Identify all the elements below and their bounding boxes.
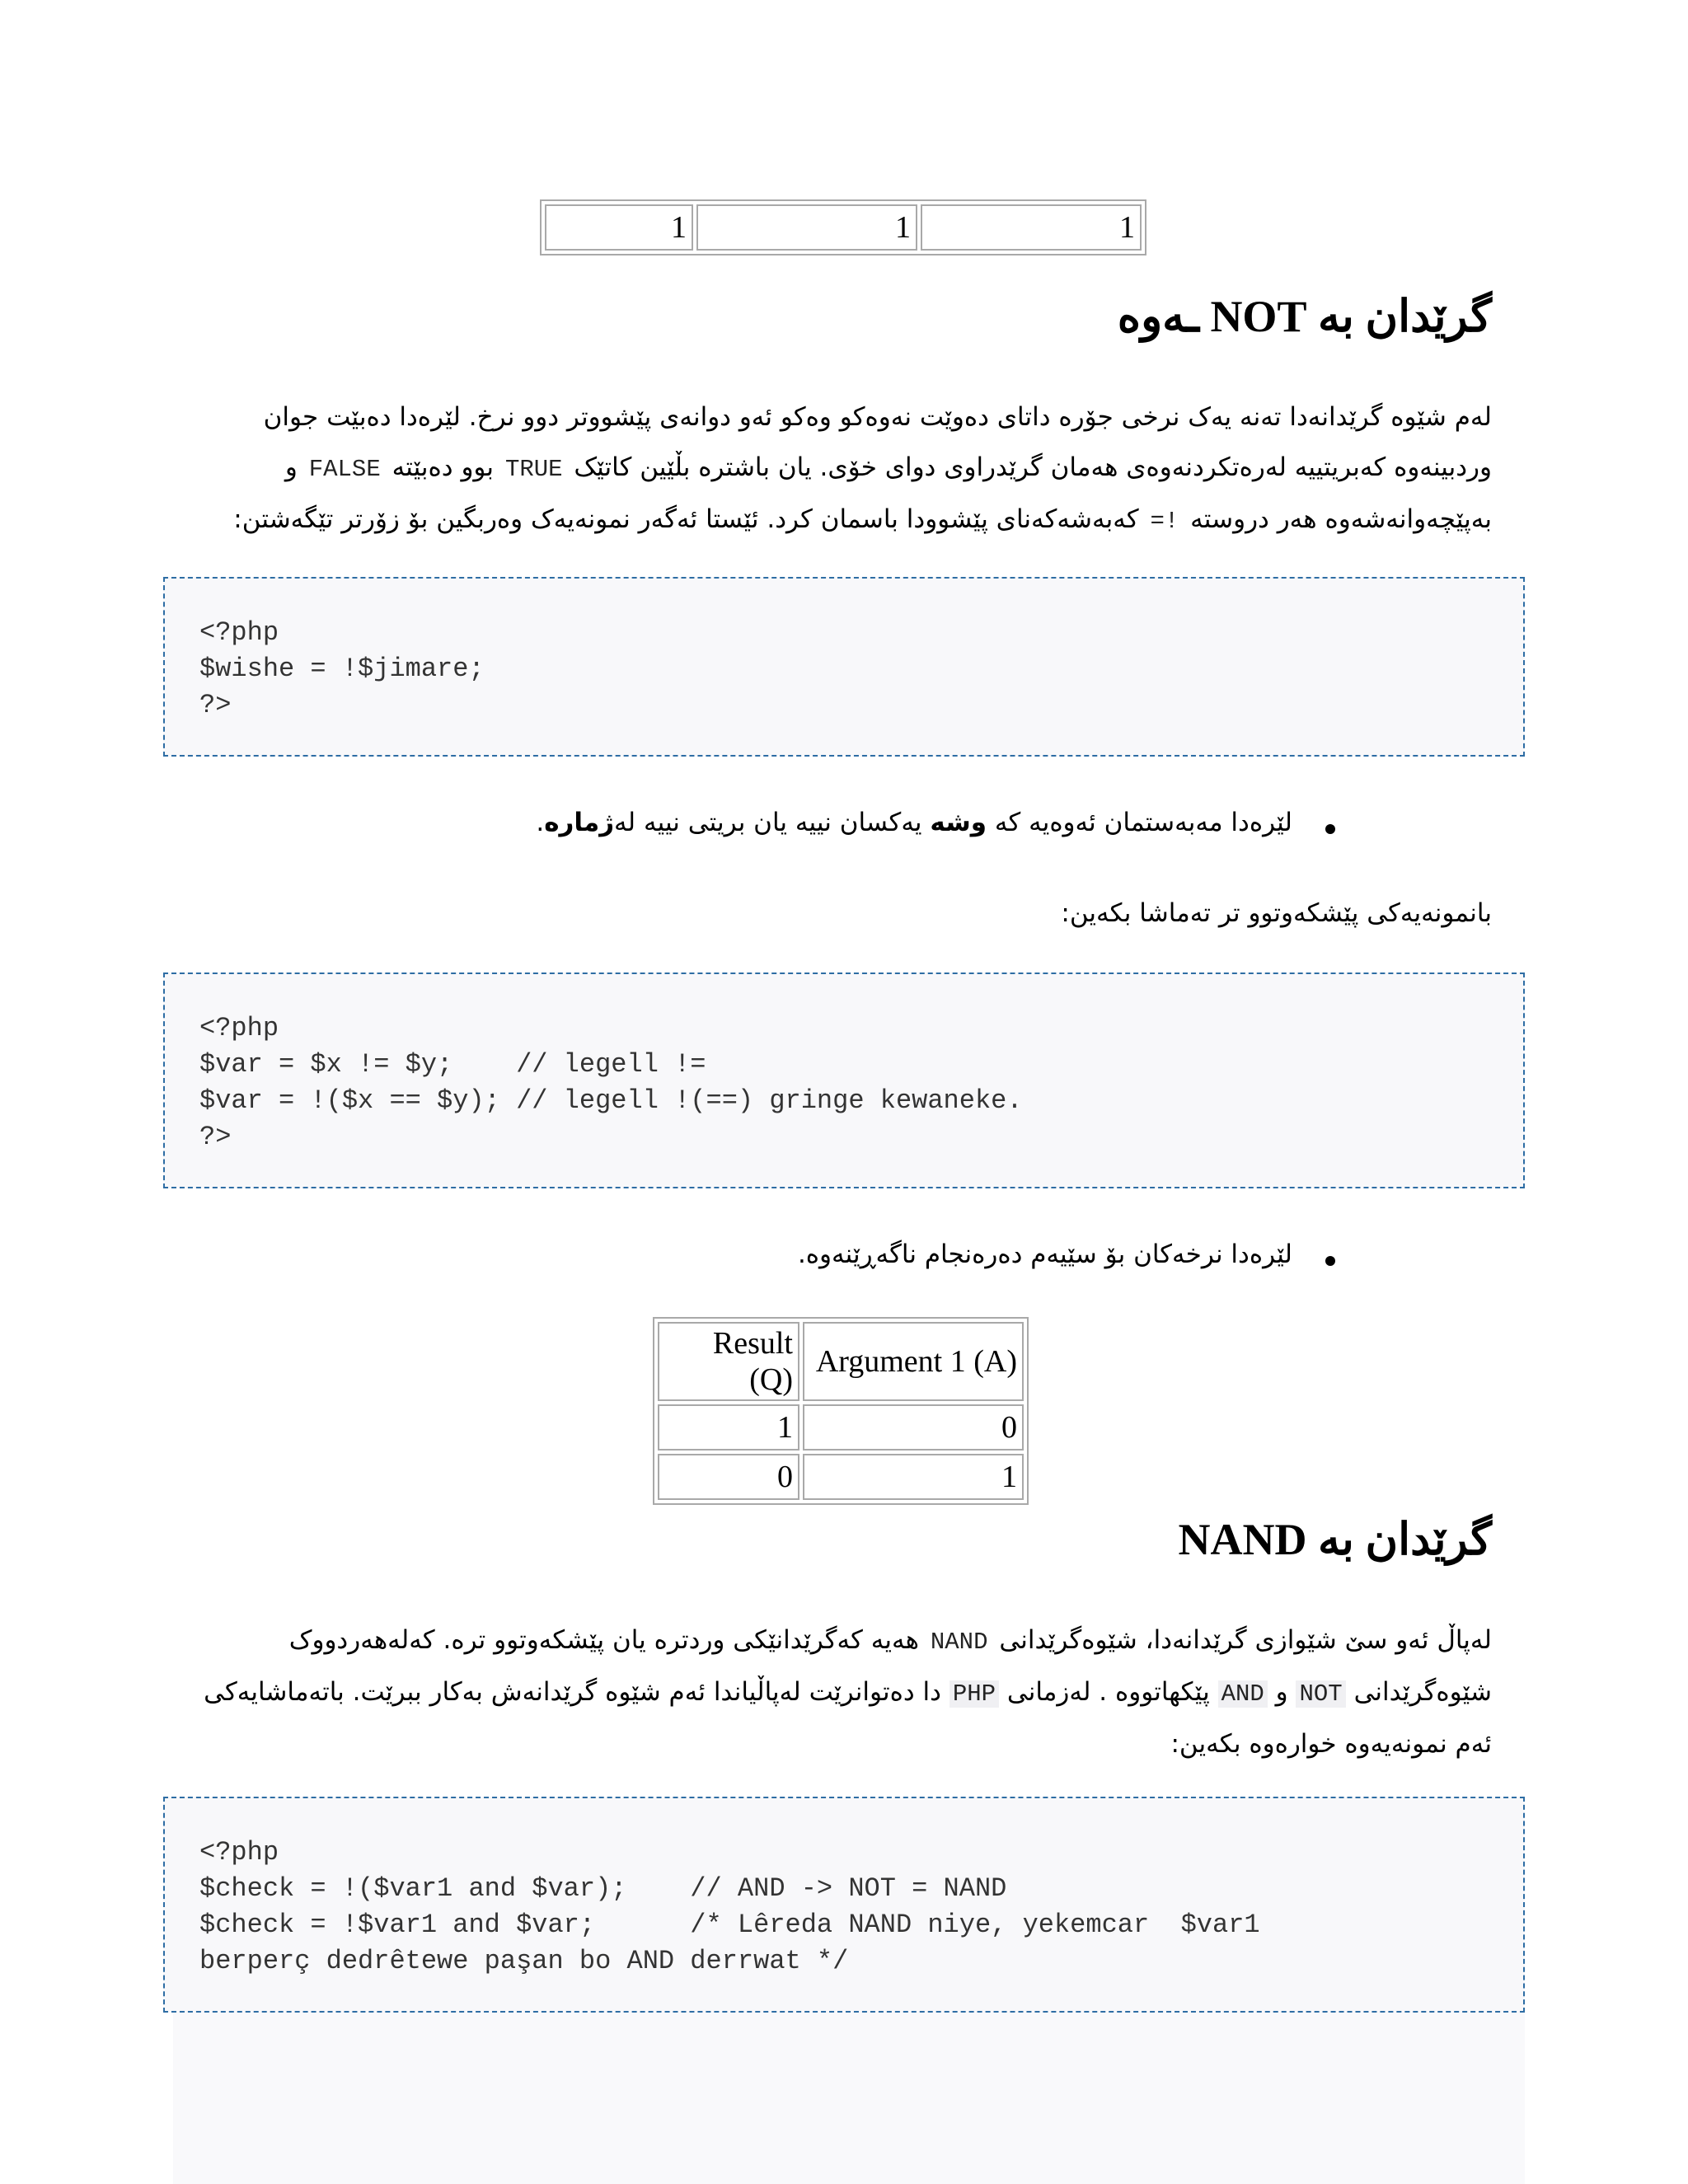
inline-code-not-equal: != xyxy=(1150,508,1179,535)
table-cell: 1 xyxy=(921,204,1142,251)
code-line: <?php xyxy=(199,1837,279,1868)
inline-code-php: PHP xyxy=(950,1680,999,1708)
paragraph-line: ئەم نمونەیەوە خوارەوە بکەین: xyxy=(1170,1729,1492,1759)
paragraph-advanced-example: بانمونەیەکی پێشکەوتوو تر تەماشا بکەین: xyxy=(1061,898,1492,928)
code-line: $var = $x != $y; // legell != xyxy=(199,1049,706,1080)
paragraph-line: لەم شێوە گرێدانەدا تەنە یەک نرخی جۆرە داتای دەوێت نەوەکو وەکو ئەو دوانەی پێشووتر دوو نرخ. لێرەدا دەبێت جوان xyxy=(263,402,1492,432)
code-block-not-equal xyxy=(163,972,1525,1188)
code-line: berperç dedrêtewe paşan bo AND derrwat */ xyxy=(199,1946,849,1976)
code-line: ?> xyxy=(199,690,232,720)
bullet-item-meaning: لێرەدا مەبەستمان ئەوەیە کە وشە یەکسان نییە یان بریتی نییە لەژمارە. xyxy=(536,808,1292,837)
table-cell: 1 xyxy=(545,204,693,251)
bullet-item-values: لێرەدا نرخەکان بۆ سێیەم دەرەنجام ناگەڕێنەوە. xyxy=(797,1240,1292,1269)
code-line: $check = !($var1 and $var); // AND -> NOT = NAND xyxy=(199,1873,1007,1904)
code-line: $check = !$var1 and $var; /* Lêreda NAND niye, yekemcar $var1 xyxy=(199,1910,1260,1940)
paragraph-nand-intro xyxy=(204,1615,1492,1769)
value-table xyxy=(540,199,1146,255)
table-row xyxy=(658,1404,1024,1451)
paragraph-line: وردبینەوە کەبریتییە لەرەتکردنەوەی هەمان گرێدراوی دوای خۆی. یان باشترە بڵێین کاتێک TRUE بوو دەبێتە FALSE و xyxy=(284,452,1492,483)
inline-code-nand: NAND xyxy=(930,1629,988,1656)
table-header-row xyxy=(658,1322,1024,1401)
table-cell: 1 xyxy=(803,1454,1024,1500)
inline-code-and: AND xyxy=(1218,1680,1268,1708)
table-cell: 1 xyxy=(696,204,917,251)
table-header-cell: Argument 1 (A) xyxy=(803,1322,1024,1401)
code-block-nand xyxy=(163,1797,1525,2013)
code-line: $var = !($x == $y); // legell !(==) gringe kewaneke. xyxy=(199,1085,1023,1116)
truth-table xyxy=(653,1317,1029,1505)
inline-code-false: FALSE xyxy=(308,456,381,483)
inline-code-not: NOT xyxy=(1296,1680,1345,1708)
code-line: ?> xyxy=(199,1122,232,1152)
table-cell: 1 xyxy=(658,1404,799,1451)
paragraph-line: بەپێچەوانەشەوە هەر دروستە != کەبەشەکەنای پێشوودا باسمان کرد. ئێستا ئەگەر نمونەیەک وەربگین بۆ زۆرتر تێگەشتن: xyxy=(233,504,1492,535)
paragraph-not-intro xyxy=(233,392,1492,546)
table-header-cell: Result (Q) xyxy=(658,1322,799,1401)
section-heading-not: گرێدان بە NOT ـەوە xyxy=(1117,292,1492,341)
code-line: <?php xyxy=(199,1013,279,1043)
code-block-not xyxy=(163,577,1525,757)
table-row xyxy=(658,1454,1024,1500)
paragraph-line: شێوەگرێدانی NOT و AND پێکهاتووە . لەزمانی PHP دا دەتوانرێت لەپاڵیاندا ئەم شێوە گرێدانەش بەکار ببرێت. باتەماشایەکی xyxy=(204,1677,1492,1708)
code-line: $wishe = !$jimare; xyxy=(199,654,485,684)
inline-code-true: TRUE xyxy=(504,456,563,483)
table-cell: 0 xyxy=(658,1454,799,1500)
code-line: <?php xyxy=(199,617,279,648)
paragraph-line: لەپاڵ ئەو سێ شێوازی گرێدانەدا، شێوەگرێدانی NAND هەیە کەگرێدانێکی وردترە یان پێشکەوتوو ترە. کەلەهەردووک xyxy=(288,1625,1492,1656)
table-cell: 0 xyxy=(803,1404,1024,1451)
section-heading-nand: گرێدان بە NAND xyxy=(1178,1515,1492,1564)
table-row xyxy=(545,204,1142,251)
